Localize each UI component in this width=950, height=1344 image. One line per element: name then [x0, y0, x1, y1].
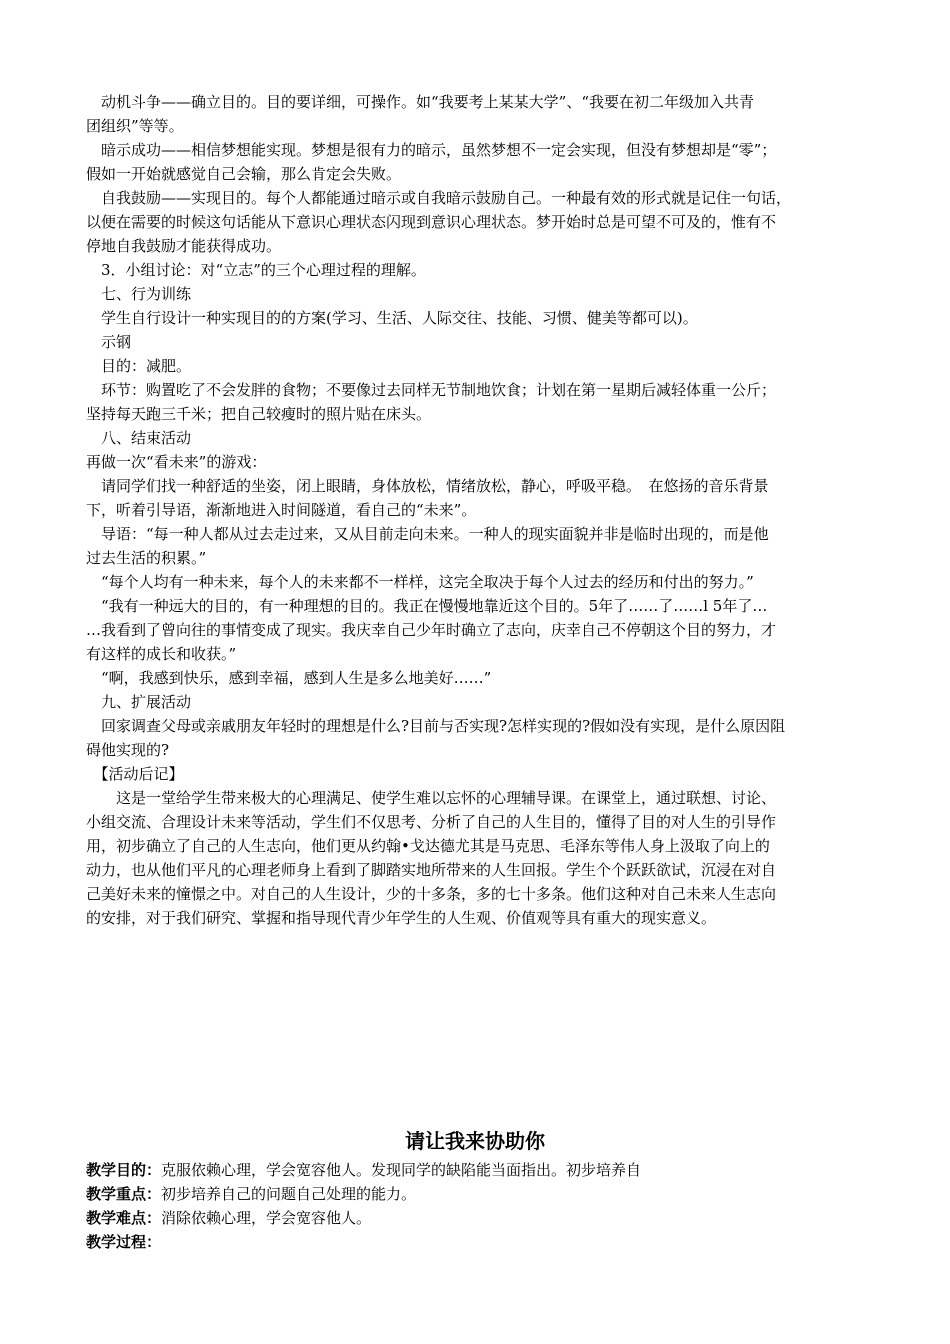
text-line: 团组织”等等。 — [86, 117, 184, 135]
lesson-difficulty — [86, 1208, 371, 1228]
section-heading: 【活动后记】 — [86, 765, 184, 783]
text-line: …我看到了曾向往的事情变成了现实。我庆幸自己少年时确立了志向，庆幸自己不停朝这个目的努力，才 — [86, 621, 777, 639]
text-line: 碍他实现的? — [86, 741, 170, 759]
lesson-title: 请让我来协助你 — [405, 1129, 545, 1153]
text-line: 的安排，对于我们研究、掌握和指导现代青少年学生的人生观、价值观等具有重大的现实意义。 — [86, 909, 717, 927]
lesson-goal — [86, 1160, 641, 1180]
text-line: 下，听着引导语，渐渐地进入时间隧道，看自己的“未来”。 — [86, 501, 477, 519]
text-line: 导语：“每一种人都从过去走过来，又从目前走向未来。一种人的现实面貌并非是临时出现的，而是他 — [86, 525, 769, 543]
text-line: “啊，我感到快乐，感到幸福，感到人生是多么地美好……” — [86, 669, 492, 687]
lesson-focus — [86, 1184, 416, 1204]
text-line: 用，初步确立了自己的人生志向，他们更从约翰•戈达德尤其是马克思、毛泽东等伟人身上汲取了向上的 — [86, 837, 770, 855]
text-line: 过去生活的积累。” — [86, 549, 207, 567]
text-line: 示钢 — [86, 333, 132, 351]
text-line: 有这样的成长和收获。” — [86, 645, 237, 663]
text-line: 假如一开始就感觉自己会输，那么肯定会失败。 — [86, 165, 402, 183]
text-line: “每个人均有一种未来，每个人的未来都不一样样，这完全取决于每个人过去的经历和付出的努力。” — [86, 573, 754, 591]
text-line: “我有一种远大的目的，有一种理想的目的。我正在慢慢地靠近这个目的。5年了……了……l 5年了… — [86, 597, 768, 615]
text-line: 动力，也从他们平凡的心理老师身上看到了脚踏实地所带来的人生回报。学生个个跃跃欲试，沉浸在对自 — [86, 861, 777, 879]
process-label: 教学过程： — [86, 1233, 162, 1251]
text-line: 以便在需要的时候这句话能从下意识心理状态闪现到意识心理状态。梦开始时总是可望不可及的，惟有不 — [86, 213, 777, 231]
section-heading: 七、行为训练 — [86, 285, 192, 303]
text-line: 动机斗争——确立目的。目的要详细，可操作。如“我要考上某某大学”、“我要在初二年级加入共青 — [86, 93, 755, 111]
text-line: 环节：购置吃了不会发胖的食物；不要像过去同样无节制地饮食；计划在第一星期后减轻体重一公斤； — [86, 381, 777, 399]
goal-label: 教学目的： — [86, 1161, 162, 1179]
section-heading: 八、结束活动 — [86, 429, 192, 447]
text-line: 学生自行设计一种实现目的的方案(学习、生活、人际交往、技能、习惯、健美等都可以)。 — [86, 309, 698, 327]
text-line: 暗示成功——相信梦想能实现。梦想是很有力的暗示，虽然梦想不一定会实现，但没有梦想却是“零”； — [86, 141, 777, 159]
text-line: 小组交流、合理设计未来等活动，学生们不仅思考、分析了自己的人生目的，懂得了目的对人生的引导作 — [86, 813, 777, 831]
lesson-process — [86, 1232, 161, 1252]
text-line: 目的：减肥。 — [86, 357, 192, 375]
goal-text: 克服依赖心理，学会宽容他人。发现同学的缺陷能当面指出。初步培养自 — [161, 1161, 642, 1179]
text-line: 再做一次“看未来”的游戏： — [86, 453, 267, 471]
text-line: 停地自我鼓励才能获得成功。 — [86, 237, 282, 255]
text-line: 3．小组讨论：对“立志”的三个心理过程的理解。 — [86, 261, 426, 279]
text-line: 自我鼓励——实现目的。每个人都能通过暗示或自我暗示鼓励自己。一种最有效的形式就是记住一句话， — [86, 189, 792, 207]
section-heading: 九、扩展活动 — [86, 693, 192, 711]
text-line: 这是一堂给学生带来极大的心理满足、使学生难以忘怀的心理辅导课。在课堂上，通过联想、讨论、 — [86, 789, 777, 807]
difficulty-text: 消除依赖心理，学会宽容他人。 — [161, 1209, 372, 1227]
difficulty-label: 教学难点： — [86, 1209, 162, 1227]
focus-label: 教学重点： — [86, 1185, 162, 1203]
text-line: 请同学们找一种舒适的坐姿，闭上眼睛，身体放松，情绪放松，静心，呼吸平稳。 在悠扬的音乐背景 — [86, 477, 769, 495]
text-line: 回家调查父母或亲戚朋友年轻时的理想是什么?目前与否实现?怎样实现的?假如没有实现，是什么原因阻 — [86, 717, 786, 735]
text-line: 己美好未来的憧憬之中。对自己的人生设计，少的十多条，多的七十多条。他们这种对自己未来人生志向 — [86, 885, 777, 903]
focus-text: 初步培养自己的问题自己处理的能力。 — [161, 1185, 417, 1203]
text-line: 坚持每天跑三千米；把自己较瘦时的照片贴在床头。 — [86, 405, 432, 423]
